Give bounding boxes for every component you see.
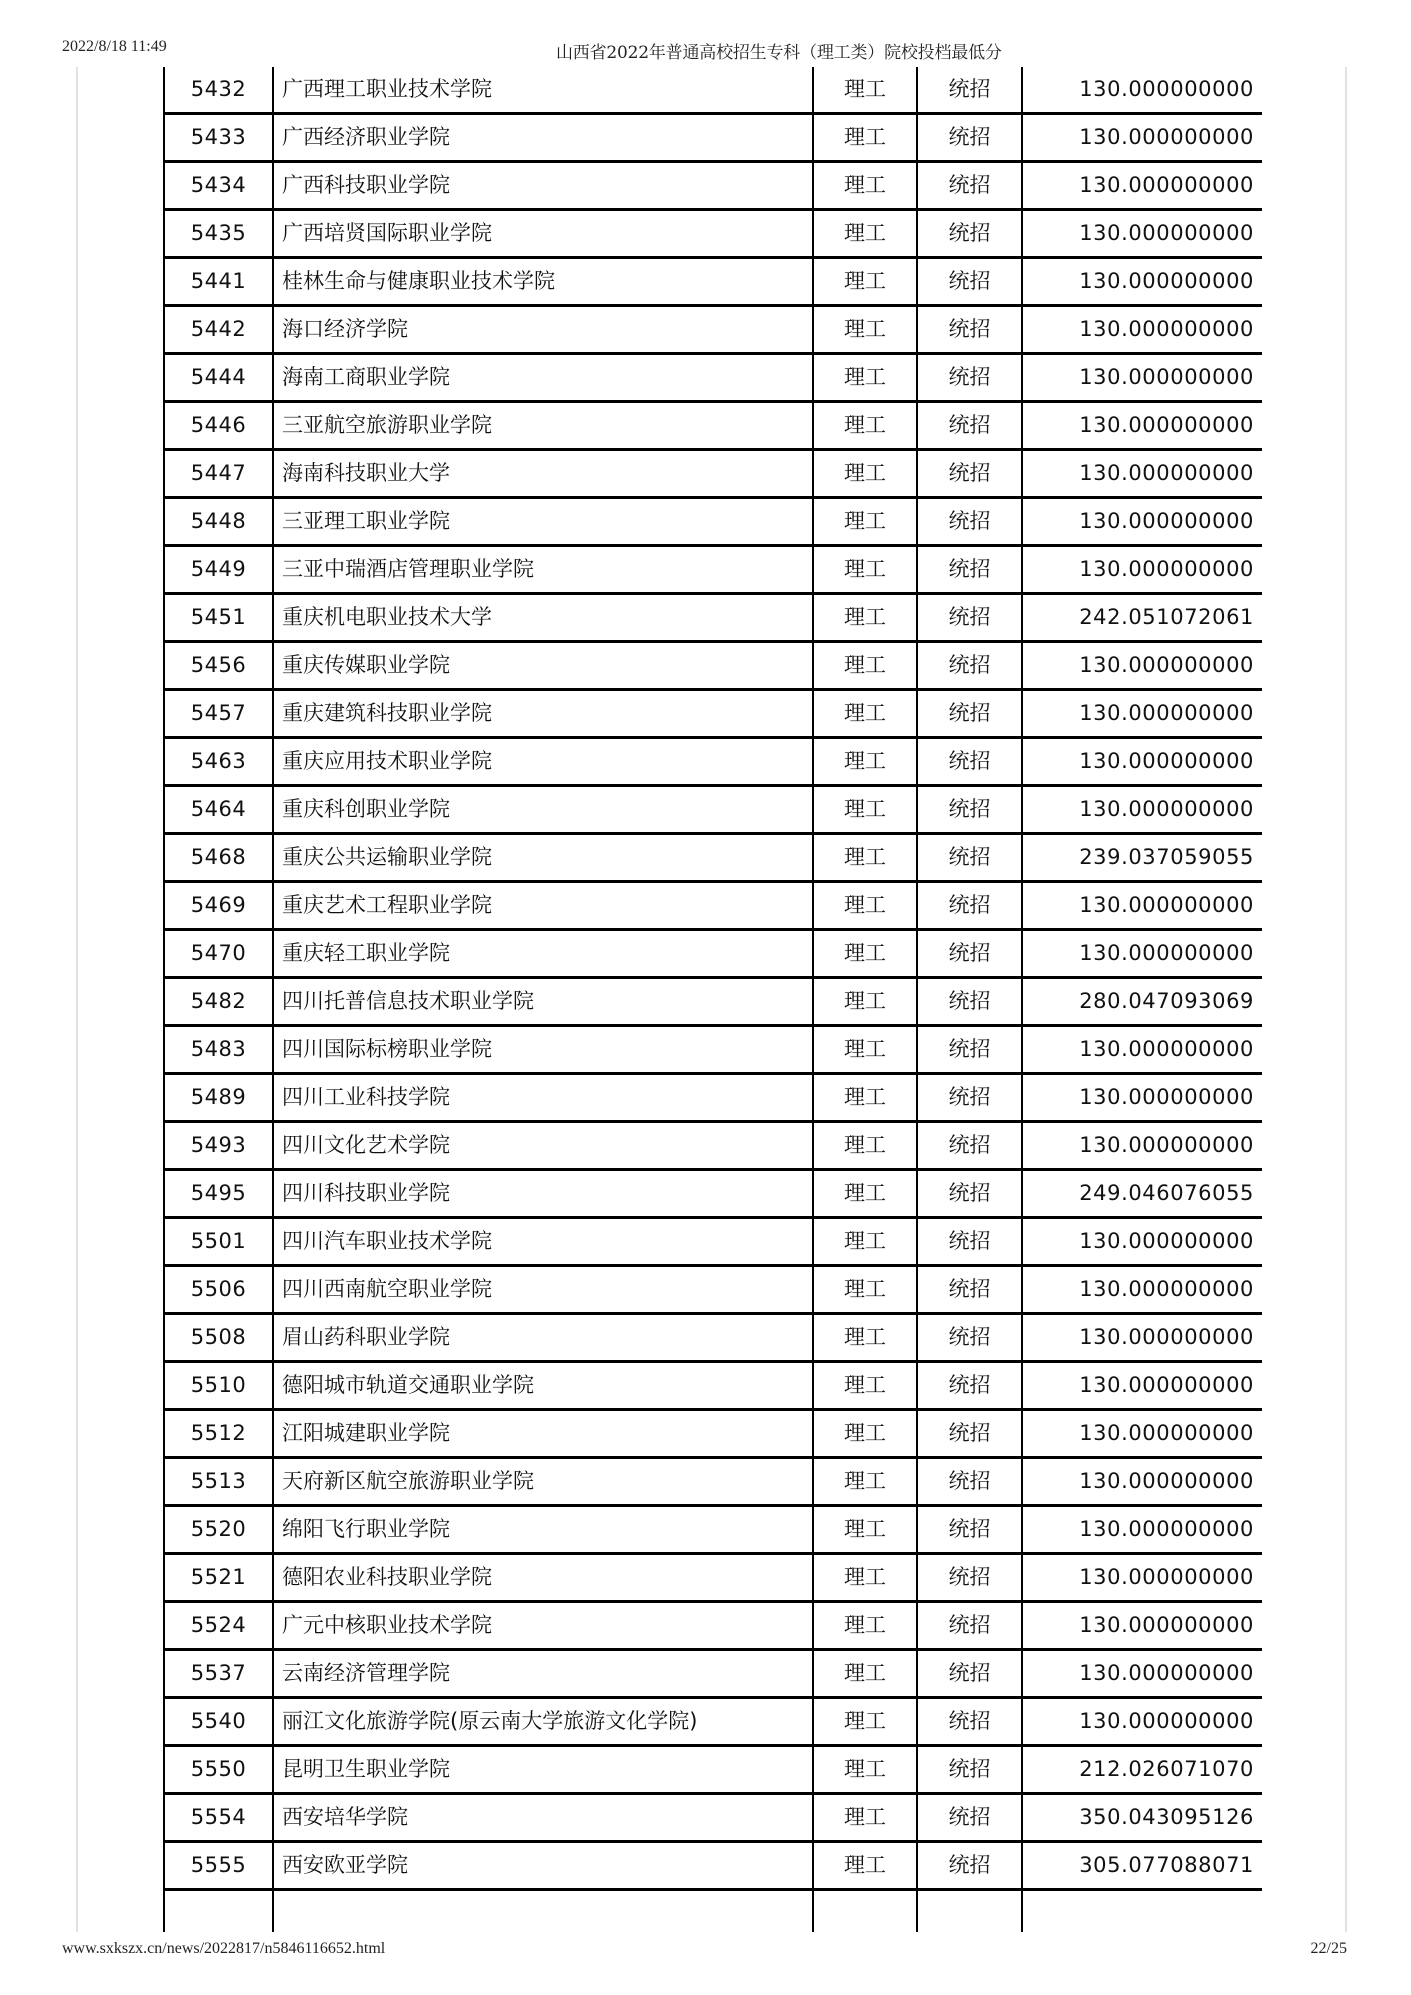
batch-cell: 统招 — [917, 67, 1022, 114]
school-code-cell: 5489 — [164, 1074, 273, 1122]
school-name-cell: 海南工商职业学院 — [273, 354, 813, 402]
min-score-cell: 280.047093069 — [1022, 978, 1262, 1026]
school-code-cell: 5506 — [164, 1266, 273, 1314]
category-cell: 理工 — [813, 642, 917, 690]
school-code-cell: 5554 — [164, 1794, 273, 1842]
min-score-cell: 130.000000000 — [1022, 450, 1262, 498]
min-score-cell: 130.000000000 — [1022, 162, 1262, 210]
batch-cell: 统招 — [917, 1698, 1022, 1746]
batch-cell: 统招 — [917, 978, 1022, 1026]
category-cell: 理工 — [813, 1698, 917, 1746]
school-name-cell: 绵阳飞行职业学院 — [273, 1506, 813, 1554]
min-score-cell: 239.037059055 — [1022, 834, 1262, 882]
min-score-cell: 130.000000000 — [1022, 354, 1262, 402]
school-name-cell: 广元中核职业技术学院 — [273, 1602, 813, 1650]
table-row — [164, 1650, 1262, 1698]
school-name-cell: 重庆应用技术职业学院 — [273, 738, 813, 786]
min-score-cell: 130.000000000 — [1022, 738, 1262, 786]
school-name-cell: 三亚中瑞酒店管理职业学院 — [273, 546, 813, 594]
table-row — [164, 1506, 1262, 1554]
batch-cell: 统招 — [917, 1650, 1022, 1698]
scores-table-container — [163, 67, 1262, 1932]
batch-cell: 统招 — [917, 1458, 1022, 1506]
table-row — [164, 1266, 1262, 1314]
table-row — [164, 306, 1262, 354]
school-code-cell: 5513 — [164, 1458, 273, 1506]
table-row — [164, 1554, 1262, 1602]
min-score-cell: 130.000000000 — [1022, 1506, 1262, 1554]
min-score-cell: 350.043095126 — [1022, 1794, 1262, 1842]
batch-cell: 统招 — [917, 1362, 1022, 1410]
category-cell: 理工 — [813, 1266, 917, 1314]
batch-cell: 统招 — [917, 930, 1022, 978]
batch-cell: 统招 — [917, 834, 1022, 882]
school-name-cell: 海南科技职业大学 — [273, 450, 813, 498]
school-code-cell: 5537 — [164, 1650, 273, 1698]
school-code-cell: 5470 — [164, 930, 273, 978]
batch-cell: 统招 — [917, 1266, 1022, 1314]
batch-cell: 统招 — [917, 1218, 1022, 1266]
table-row — [164, 1218, 1262, 1266]
min-score-cell: 212.026071070 — [1022, 1746, 1262, 1794]
school-name-cell: 德阳农业科技职业学院 — [273, 1554, 813, 1602]
min-score-cell: 130.000000000 — [1022, 786, 1262, 834]
school-name-cell: 重庆公共运输职业学院 — [273, 834, 813, 882]
batch-cell: 统招 — [917, 690, 1022, 738]
school-code-cell: 5434 — [164, 162, 273, 210]
category-cell: 理工 — [813, 1122, 917, 1170]
school-name-cell: 广西科技职业学院 — [273, 162, 813, 210]
school-name-cell: 海口经济学院 — [273, 306, 813, 354]
empty-cell — [1022, 1890, 1262, 1933]
table-row — [164, 642, 1262, 690]
school-name-cell: 四川科技职业学院 — [273, 1170, 813, 1218]
table-row — [164, 1122, 1262, 1170]
category-cell: 理工 — [813, 306, 917, 354]
category-cell: 理工 — [813, 978, 917, 1026]
page-url: www.sxkszx.cn/news/2022817/n5846116652.html — [62, 1940, 386, 1957]
table-body — [164, 67, 1262, 1932]
batch-cell: 统招 — [917, 1170, 1022, 1218]
category-cell: 理工 — [813, 834, 917, 882]
table-row — [164, 690, 1262, 738]
school-code-cell: 5508 — [164, 1314, 273, 1362]
category-cell: 理工 — [813, 1314, 917, 1362]
category-cell: 理工 — [813, 1074, 917, 1122]
school-code-cell: 5468 — [164, 834, 273, 882]
category-cell: 理工 — [813, 1506, 917, 1554]
table-row — [164, 210, 1262, 258]
batch-cell: 统招 — [917, 162, 1022, 210]
school-name-cell: 重庆轻工职业学院 — [273, 930, 813, 978]
category-cell: 理工 — [813, 1458, 917, 1506]
category-cell: 理工 — [813, 1170, 917, 1218]
school-name-cell: 云南经济管理学院 — [273, 1650, 813, 1698]
batch-cell: 统招 — [917, 642, 1022, 690]
school-name-cell: 四川文化艺术学院 — [273, 1122, 813, 1170]
min-score-cell: 130.000000000 — [1022, 1122, 1262, 1170]
school-name-cell: 德阳城市轨道交通职业学院 — [273, 1362, 813, 1410]
school-name-cell: 广西理工职业技术学院 — [273, 67, 813, 114]
category-cell: 理工 — [813, 882, 917, 930]
min-score-cell: 130.000000000 — [1022, 1026, 1262, 1074]
min-score-cell: 130.000000000 — [1022, 1362, 1262, 1410]
school-code-cell: 5510 — [164, 1362, 273, 1410]
school-code-cell: 5550 — [164, 1746, 273, 1794]
empty-cell — [273, 1890, 813, 1933]
table-row — [164, 1746, 1262, 1794]
min-score-cell: 130.000000000 — [1022, 1458, 1262, 1506]
category-cell: 理工 — [813, 1842, 917, 1890]
school-code-cell: 5501 — [164, 1218, 273, 1266]
min-score-cell: 130.000000000 — [1022, 114, 1262, 162]
school-code-cell: 5441 — [164, 258, 273, 306]
table-row — [164, 402, 1262, 450]
batch-cell: 统招 — [917, 882, 1022, 930]
school-code-cell: 5446 — [164, 402, 273, 450]
category-cell: 理工 — [813, 1410, 917, 1458]
category-cell: 理工 — [813, 114, 917, 162]
empty-cell — [917, 1890, 1022, 1933]
school-code-cell: 5464 — [164, 786, 273, 834]
school-code-cell: 5524 — [164, 1602, 273, 1650]
batch-cell: 统招 — [917, 1026, 1022, 1074]
school-name-cell: 广西经济职业学院 — [273, 114, 813, 162]
school-name-cell: 三亚理工职业学院 — [273, 498, 813, 546]
school-name-cell: 广西培贤国际职业学院 — [273, 210, 813, 258]
school-code-cell: 5512 — [164, 1410, 273, 1458]
batch-cell: 统招 — [917, 354, 1022, 402]
table-row — [164, 1458, 1262, 1506]
batch-cell: 统招 — [917, 306, 1022, 354]
category-cell: 理工 — [813, 1218, 917, 1266]
school-code-cell: 5463 — [164, 738, 273, 786]
min-score-cell: 130.000000000 — [1022, 1314, 1262, 1362]
school-name-cell: 重庆科创职业学院 — [273, 786, 813, 834]
batch-cell: 统招 — [917, 1554, 1022, 1602]
page-edge-left — [76, 67, 78, 1932]
table-row — [164, 114, 1262, 162]
table-row — [164, 930, 1262, 978]
category-cell: 理工 — [813, 738, 917, 786]
table-row-empty — [164, 1890, 1262, 1933]
table-row — [164, 1794, 1262, 1842]
table-row — [164, 738, 1262, 786]
school-code-cell: 5457 — [164, 690, 273, 738]
table-row — [164, 1362, 1262, 1410]
category-cell: 理工 — [813, 354, 917, 402]
table-row — [164, 258, 1262, 306]
min-score-cell: 130.000000000 — [1022, 882, 1262, 930]
batch-cell: 统招 — [917, 1074, 1022, 1122]
min-score-cell: 242.051072061 — [1022, 594, 1262, 642]
school-code-cell: 5433 — [164, 114, 273, 162]
min-score-cell: 130.000000000 — [1022, 1218, 1262, 1266]
min-score-cell: 130.000000000 — [1022, 642, 1262, 690]
batch-cell: 统招 — [917, 450, 1022, 498]
min-score-cell: 130.000000000 — [1022, 1410, 1262, 1458]
batch-cell: 统招 — [917, 1506, 1022, 1554]
print-timestamp: 2022/8/18 11:49 — [62, 38, 167, 55]
min-score-cell: 130.000000000 — [1022, 1074, 1262, 1122]
batch-cell: 统招 — [917, 1794, 1022, 1842]
school-name-cell: 四川国际标榜职业学院 — [273, 1026, 813, 1074]
min-score-cell: 130.000000000 — [1022, 210, 1262, 258]
table-row — [164, 594, 1262, 642]
school-code-cell: 5442 — [164, 306, 273, 354]
category-cell: 理工 — [813, 546, 917, 594]
category-cell: 理工 — [813, 930, 917, 978]
table-row — [164, 498, 1262, 546]
category-cell: 理工 — [813, 450, 917, 498]
batch-cell: 统招 — [917, 1746, 1022, 1794]
school-code-cell: 5493 — [164, 1122, 273, 1170]
batch-cell: 统招 — [917, 498, 1022, 546]
school-code-cell: 5435 — [164, 210, 273, 258]
school-name-cell: 四川托普信息技术职业学院 — [273, 978, 813, 1026]
school-code-cell: 5540 — [164, 1698, 273, 1746]
category-cell: 理工 — [813, 786, 917, 834]
min-score-cell: 130.000000000 — [1022, 498, 1262, 546]
category-cell: 理工 — [813, 1362, 917, 1410]
school-code-cell: 5449 — [164, 546, 273, 594]
min-score-cell: 130.000000000 — [1022, 546, 1262, 594]
school-code-cell: 5520 — [164, 1506, 273, 1554]
school-name-cell: 西安培华学院 — [273, 1794, 813, 1842]
batch-cell: 统招 — [917, 402, 1022, 450]
school-name-cell: 桂林生命与健康职业技术学院 — [273, 258, 813, 306]
school-code-cell: 5451 — [164, 594, 273, 642]
min-score-cell: 130.000000000 — [1022, 1698, 1262, 1746]
batch-cell: 统招 — [917, 1842, 1022, 1890]
min-score-cell: 130.000000000 — [1022, 306, 1262, 354]
min-score-cell: 305.077088071 — [1022, 1842, 1262, 1890]
table-row — [164, 1314, 1262, 1362]
table-row — [164, 162, 1262, 210]
min-score-cell: 130.000000000 — [1022, 1602, 1262, 1650]
table-row — [164, 1074, 1262, 1122]
category-cell: 理工 — [813, 1554, 917, 1602]
category-cell: 理工 — [813, 1650, 917, 1698]
category-cell: 理工 — [813, 498, 917, 546]
category-cell: 理工 — [813, 258, 917, 306]
school-name-cell: 江阳城建职业学院 — [273, 1410, 813, 1458]
min-score-cell: 249.046076055 — [1022, 1170, 1262, 1218]
school-code-cell: 5456 — [164, 642, 273, 690]
batch-cell: 统招 — [917, 786, 1022, 834]
school-code-cell: 5483 — [164, 1026, 273, 1074]
school-name-cell: 昆明卫生职业学院 — [273, 1746, 813, 1794]
page-number: 22/25 — [1310, 1940, 1347, 1957]
batch-cell: 统招 — [917, 1122, 1022, 1170]
table-row — [164, 834, 1262, 882]
table-row — [164, 450, 1262, 498]
batch-cell: 统招 — [917, 210, 1022, 258]
table-row — [164, 978, 1262, 1026]
table-row — [164, 354, 1262, 402]
school-code-cell: 5482 — [164, 978, 273, 1026]
admission-scores-table — [163, 67, 1262, 1932]
table-row — [164, 546, 1262, 594]
category-cell: 理工 — [813, 690, 917, 738]
page-edge-right — [1345, 67, 1347, 1932]
batch-cell: 统招 — [917, 546, 1022, 594]
category-cell: 理工 — [813, 162, 917, 210]
table-row — [164, 882, 1262, 930]
school-code-cell: 5447 — [164, 450, 273, 498]
batch-cell: 统招 — [917, 114, 1022, 162]
school-name-cell: 西安欧亚学院 — [273, 1842, 813, 1890]
school-name-cell: 重庆传媒职业学院 — [273, 642, 813, 690]
min-score-cell: 130.000000000 — [1022, 1554, 1262, 1602]
batch-cell: 统招 — [917, 258, 1022, 306]
table-row — [164, 67, 1262, 114]
table-row — [164, 1410, 1262, 1458]
school-name-cell: 四川西南航空职业学院 — [273, 1266, 813, 1314]
min-score-cell: 130.000000000 — [1022, 67, 1262, 114]
batch-cell: 统招 — [917, 1314, 1022, 1362]
school-name-cell: 三亚航空旅游职业学院 — [273, 402, 813, 450]
school-name-cell: 重庆艺术工程职业学院 — [273, 882, 813, 930]
category-cell: 理工 — [813, 1026, 917, 1074]
category-cell: 理工 — [813, 594, 917, 642]
min-score-cell: 130.000000000 — [1022, 690, 1262, 738]
batch-cell: 统招 — [917, 1410, 1022, 1458]
school-name-cell: 四川汽车职业技术学院 — [273, 1218, 813, 1266]
school-code-cell: 5521 — [164, 1554, 273, 1602]
category-cell: 理工 — [813, 402, 917, 450]
min-score-cell: 130.000000000 — [1022, 258, 1262, 306]
table-row — [164, 1602, 1262, 1650]
category-cell: 理工 — [813, 1746, 917, 1794]
school-code-cell: 5432 — [164, 67, 273, 114]
min-score-cell: 130.000000000 — [1022, 402, 1262, 450]
batch-cell: 统招 — [917, 594, 1022, 642]
empty-cell — [813, 1890, 917, 1933]
school-code-cell: 5448 — [164, 498, 273, 546]
table-row — [164, 1170, 1262, 1218]
document-title: 山西省2022年普通高校招生专科（理工类）院校投档最低分 — [556, 43, 1002, 63]
min-score-cell: 130.000000000 — [1022, 1266, 1262, 1314]
school-name-cell: 重庆机电职业技术大学 — [273, 594, 813, 642]
category-cell: 理工 — [813, 210, 917, 258]
category-cell: 理工 — [813, 1602, 917, 1650]
batch-cell: 统招 — [917, 738, 1022, 786]
category-cell: 理工 — [813, 67, 917, 114]
table-row — [164, 1842, 1262, 1890]
table-row — [164, 1026, 1262, 1074]
min-score-cell: 130.000000000 — [1022, 1650, 1262, 1698]
school-name-cell: 丽江文化旅游学院(原云南大学旅游文化学院) — [273, 1698, 813, 1746]
school-code-cell: 5495 — [164, 1170, 273, 1218]
school-name-cell: 四川工业科技学院 — [273, 1074, 813, 1122]
min-score-cell: 130.000000000 — [1022, 930, 1262, 978]
empty-cell — [164, 1890, 273, 1933]
table-row — [164, 786, 1262, 834]
category-cell: 理工 — [813, 1794, 917, 1842]
school-name-cell: 天府新区航空旅游职业学院 — [273, 1458, 813, 1506]
batch-cell: 统招 — [917, 1602, 1022, 1650]
school-code-cell: 5469 — [164, 882, 273, 930]
school-code-cell: 5555 — [164, 1842, 273, 1890]
school-name-cell: 眉山药科职业学院 — [273, 1314, 813, 1362]
school-code-cell: 5444 — [164, 354, 273, 402]
table-row — [164, 1698, 1262, 1746]
school-name-cell: 重庆建筑科技职业学院 — [273, 690, 813, 738]
